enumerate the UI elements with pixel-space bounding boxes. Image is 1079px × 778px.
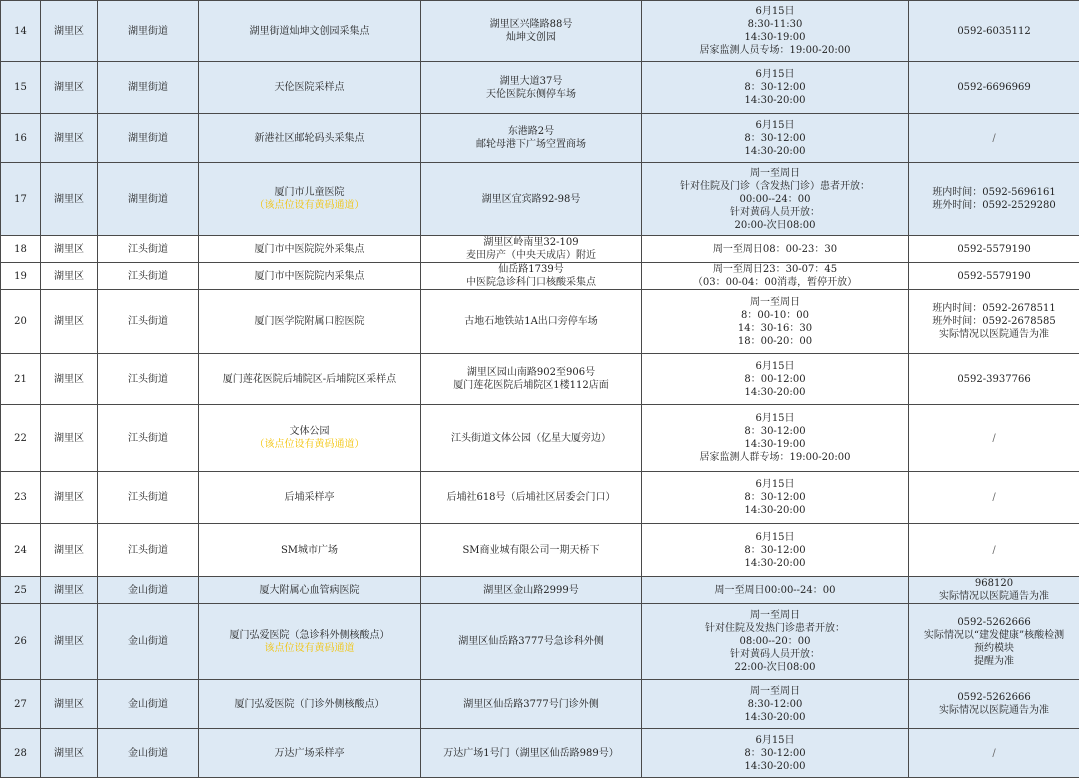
row-number-cell: 18: [1, 236, 41, 263]
cell-line: 湖里区宜宾路92-98号: [424, 193, 638, 206]
cell-line: 8:30-11:30: [645, 18, 905, 31]
cell-line: 针对黄码人员开放：: [645, 206, 905, 219]
cell-line: 14:30-20:00: [645, 557, 905, 570]
address-cell: [421, 680, 642, 729]
site-name-cell: [199, 577, 421, 604]
cell-line: /: [912, 491, 1076, 504]
street-cell: 金山街道: [98, 604, 199, 680]
cell-line: 8：00-10：00: [645, 309, 905, 322]
address-cell: [421, 1, 642, 62]
phone-cell: [909, 354, 1079, 405]
cell-line: 后埔采样亭: [202, 491, 417, 504]
cell-line: 厦大附属心血管病医院: [202, 584, 417, 597]
hours-cell: [642, 680, 909, 729]
address-cell: [421, 472, 642, 524]
cell-line: 968120: [912, 577, 1076, 590]
cell-line: （03：00-04：00消毒，暂停开放）: [645, 276, 905, 289]
hours-cell: [642, 524, 909, 577]
cell-line: 6月15日: [645, 360, 905, 373]
street-cell: 金山街道: [98, 577, 199, 604]
address-cell: [421, 163, 642, 236]
hours-cell: [642, 236, 909, 263]
cell-line: 天伦医院采样点: [202, 81, 417, 94]
cell-line: 8：30-12:00: [645, 132, 905, 145]
site-name-cell: [199, 680, 421, 729]
address-cell: [421, 114, 642, 163]
phone-cell: [909, 163, 1079, 236]
hours-cell: [642, 114, 909, 163]
phone-cell: [909, 1, 1079, 62]
cell-line: /: [912, 432, 1076, 445]
cell-line: 后埔社618号（后埔社区居委会门口）: [424, 491, 638, 504]
district-cell: 湖里区: [41, 577, 98, 604]
phone-cell: [909, 729, 1079, 778]
cell-line: 14:30-20:00: [645, 711, 905, 724]
cell-line: 万达广场1号门（湖里区仙岳路989号）: [424, 747, 638, 760]
cell-line: 班内时间：0592-5696161: [912, 186, 1076, 199]
street-cell: 江头街道: [98, 472, 199, 524]
district-cell: 湖里区: [41, 729, 98, 778]
site-name-cell: [199, 290, 421, 354]
street-cell: 江头街道: [98, 290, 199, 354]
table-row: [1, 236, 1079, 263]
hours-cell: [642, 577, 909, 604]
cell-line: 班外时间：0592-2529280: [912, 199, 1076, 212]
street-cell: 江头街道: [98, 354, 199, 405]
site-name-cell: [199, 1, 421, 62]
site-name-cell: [199, 62, 421, 114]
cell-line: /: [912, 132, 1076, 145]
cell-line: 厦门医学院附属口腔医院: [202, 315, 417, 328]
cell-line: 居家监测人群专场：19:00-20:00: [645, 451, 905, 464]
cell-line: 6月15日: [645, 412, 905, 425]
site-name-cell: [199, 163, 421, 236]
address-cell: [421, 604, 642, 680]
district-cell: 湖里区: [41, 236, 98, 263]
district-cell: 湖里区: [41, 354, 98, 405]
cell-line: 湖里区岭南里32-109: [424, 236, 638, 249]
cell-line: 周一至周日: [645, 167, 905, 180]
row-number-cell: 21: [1, 354, 41, 405]
street-cell: 金山街道: [98, 729, 199, 778]
site-name-cell: [199, 472, 421, 524]
address-cell: [421, 62, 642, 114]
street-cell: 金山街道: [98, 680, 199, 729]
site-name-cell: [199, 114, 421, 163]
hours-cell: [642, 263, 909, 290]
cell-line: 14:30-20:00: [645, 760, 905, 773]
cell-line: 周一至周日08：00-23：30: [645, 243, 905, 256]
street-cell: 湖里街道: [98, 163, 199, 236]
cell-line: 万达广场采样亭: [202, 747, 417, 760]
table-row: [1, 524, 1079, 577]
cell-line: 18：00-20：00: [645, 335, 905, 348]
cell-line: 针对住院及门诊（含发热门诊）患者开放：: [645, 180, 905, 193]
cell-line: 22:00-次日08:00: [645, 661, 905, 674]
table-row: [1, 1, 1079, 62]
row-number-cell: 20: [1, 290, 41, 354]
cell-line: 厦门市中医院院外采集点: [202, 243, 417, 256]
phone-cell: [909, 405, 1079, 472]
site-name-cell: [199, 604, 421, 680]
site-name-cell: [199, 263, 421, 290]
site-name-cell: [199, 405, 421, 472]
cell-line: 湖里大道37号: [424, 75, 638, 88]
cell-line: 14:30-20:00: [645, 386, 905, 399]
table-row: [1, 354, 1079, 405]
yellow-code-note: （该点位设有黄码通道）: [202, 438, 417, 451]
cell-line: 邮轮母港下广场空置商场: [424, 138, 638, 151]
row-number-cell: 22: [1, 405, 41, 472]
phone-cell: [909, 577, 1079, 604]
hours-cell: [642, 290, 909, 354]
cell-line: 湖里区金山路2999号: [424, 584, 638, 597]
cell-line: 14:30-19:00: [645, 438, 905, 451]
cell-line: 湖里街道灿坤文创园采集点: [202, 25, 417, 38]
cell-line: 实际情况以医院通告为准: [912, 328, 1076, 341]
cell-line: 古地石地铁站1A出口旁停车场: [424, 315, 638, 328]
cell-line: 0592-5579190: [912, 270, 1076, 283]
cell-line: 湖里区仙岳路3777号急诊科外侧: [424, 635, 638, 648]
hours-cell: [642, 405, 909, 472]
address-cell: [421, 577, 642, 604]
cell-line: 麦田房产（中央天成店）附近: [424, 249, 638, 262]
phone-cell: [909, 236, 1079, 263]
phone-cell: [909, 62, 1079, 114]
cell-line: /: [912, 544, 1076, 557]
district-cell: 湖里区: [41, 472, 98, 524]
street-cell: 湖里街道: [98, 62, 199, 114]
cell-line: 周一至周日00:00--24：00: [645, 584, 905, 597]
cell-line: 14:30-20:00: [645, 94, 905, 107]
address-cell: [421, 729, 642, 778]
cell-line: 6月15日: [645, 68, 905, 81]
table-row: [1, 62, 1079, 114]
cell-line: 中医院急诊科门口核酸采集点: [424, 276, 638, 289]
address-cell: [421, 405, 642, 472]
table-row: [1, 405, 1079, 472]
cell-line: 文体公园: [202, 425, 417, 438]
district-cell: 湖里区: [41, 1, 98, 62]
cell-line: 周一至周日: [645, 685, 905, 698]
row-number-cell: 24: [1, 524, 41, 577]
cell-line: 实际情况以“建发健康”核酸检测: [912, 629, 1076, 642]
row-number-cell: 16: [1, 114, 41, 163]
row-number-cell: 25: [1, 577, 41, 604]
cell-line: 8：30-12:00: [645, 425, 905, 438]
site-name-cell: [199, 729, 421, 778]
row-number-cell: 19: [1, 263, 41, 290]
site-name-cell: [199, 524, 421, 577]
table-row: [1, 290, 1079, 354]
hours-cell: [642, 472, 909, 524]
district-cell: 湖里区: [41, 524, 98, 577]
cell-line: 针对黄码人员开放：: [645, 648, 905, 661]
cell-line: 8：30-12:00: [645, 747, 905, 760]
district-cell: 湖里区: [41, 163, 98, 236]
cell-line: 周一至周日: [645, 296, 905, 309]
phone-cell: [909, 472, 1079, 524]
row-number-cell: 14: [1, 1, 41, 62]
address-cell: [421, 524, 642, 577]
cell-line: 8：30-12:00: [645, 544, 905, 557]
address-cell: [421, 354, 642, 405]
cell-line: 6月15日: [645, 734, 905, 747]
row-number-cell: 15: [1, 62, 41, 114]
cell-line: 居家监测人员专场：19:00-20:00: [645, 44, 905, 57]
table-row: [1, 680, 1079, 729]
district-cell: 湖里区: [41, 680, 98, 729]
cell-line: 厦门弘爱医院（门诊外侧核酸点）: [202, 698, 417, 711]
cell-line: 周一至周日23：30-07：45: [645, 263, 905, 276]
table-row: [1, 472, 1079, 524]
cell-line: /: [912, 747, 1076, 760]
hours-cell: [642, 354, 909, 405]
hours-cell: [642, 604, 909, 680]
cell-line: 0592-5579190: [912, 243, 1076, 256]
phone-cell: [909, 604, 1079, 680]
cell-line: SM城市广场: [202, 544, 417, 557]
cell-line: 实际情况以医院通告为准: [912, 590, 1076, 603]
cell-line: 0592-5262666: [912, 616, 1076, 629]
cell-line: 新港社区邮轮码头采集点: [202, 132, 417, 145]
street-cell: 江头街道: [98, 236, 199, 263]
row-number-cell: 17: [1, 163, 41, 236]
cell-line: 00:00--24：00: [645, 193, 905, 206]
hours-cell: [642, 729, 909, 778]
cell-line: 厦门莲花医院后埔院区-后埔院区采样点: [202, 373, 417, 386]
district-cell: 湖里区: [41, 263, 98, 290]
hours-cell: [642, 1, 909, 62]
phone-cell: [909, 114, 1079, 163]
phone-cell: [909, 263, 1079, 290]
table-row: [1, 577, 1079, 604]
district-cell: 湖里区: [41, 62, 98, 114]
address-cell: [421, 236, 642, 263]
table-row: [1, 604, 1079, 680]
cell-line: 8:30-12:00: [645, 698, 905, 711]
row-number-cell: 28: [1, 729, 41, 778]
cell-line: 厦门莲花医院后埔院区1楼112店面: [424, 379, 638, 392]
street-cell: 江头街道: [98, 405, 199, 472]
site-name-cell: [199, 236, 421, 263]
cell-line: 班内时间：0592-2678511: [912, 302, 1076, 315]
yellow-code-note: 该点位设有黄码通道: [202, 642, 417, 655]
street-cell: 江头街道: [98, 263, 199, 290]
cell-line: 提醒为准: [912, 655, 1076, 668]
cell-line: 预约模块: [912, 642, 1076, 655]
cell-line: 厦门市中医院院内采集点: [202, 270, 417, 283]
cell-line: 江头街道文体公园（亿星大厦旁边）: [424, 432, 638, 445]
table-row: [1, 729, 1079, 778]
street-cell: 湖里街道: [98, 114, 199, 163]
cell-line: 6月15日: [645, 119, 905, 132]
cell-line: 湖里区仙岳路3777号门诊外侧: [424, 698, 638, 711]
cell-line: 天伦医院东侧停车场: [424, 88, 638, 101]
cell-line: 厦门市儿童医院: [202, 186, 417, 199]
cell-line: 14:30-20:00: [645, 145, 905, 158]
district-cell: 湖里区: [41, 604, 98, 680]
cell-line: 08:00--20：00: [645, 635, 905, 648]
cell-line: 灿坤文创园: [424, 31, 638, 44]
cell-line: 14:30-20:00: [645, 504, 905, 517]
cell-line: 0592-3937766: [912, 373, 1076, 386]
district-cell: 湖里区: [41, 290, 98, 354]
row-number-cell: 27: [1, 680, 41, 729]
phone-cell: [909, 290, 1079, 354]
street-cell: 江头街道: [98, 524, 199, 577]
cell-line: 湖里区兴隆路88号: [424, 18, 638, 31]
table-body: [1, 1, 1079, 778]
address-cell: [421, 263, 642, 290]
cell-line: 厦门弘爱医院（急诊科外侧核酸点）: [202, 629, 417, 642]
cell-line: 湖里区园山南路902至906号: [424, 366, 638, 379]
cell-line: 8：30-12:00: [645, 491, 905, 504]
cell-line: 东港路2号: [424, 125, 638, 138]
cell-line: 针对住院及发热门诊患者开放：: [645, 622, 905, 635]
street-cell: 湖里街道: [98, 1, 199, 62]
cell-line: 6月15日: [645, 478, 905, 491]
cell-line: 实际情况以医院通告为准: [912, 704, 1076, 717]
district-cell: 湖里区: [41, 114, 98, 163]
cell-line: 6月15日: [645, 5, 905, 18]
phone-cell: [909, 680, 1079, 729]
cell-line: 0592-6035112: [912, 25, 1076, 38]
cell-line: 14:30-19:00: [645, 31, 905, 44]
site-name-cell: [199, 354, 421, 405]
cell-line: 0592-5262666: [912, 691, 1076, 704]
cell-line: 班外时间：0592-2678585: [912, 315, 1076, 328]
table-row: [1, 114, 1079, 163]
row-number-cell: 26: [1, 604, 41, 680]
yellow-code-note: （该点位设有黄码通道）: [202, 199, 417, 212]
table-row: [1, 263, 1079, 290]
cell-line: 6月15日: [645, 531, 905, 544]
row-number-cell: 23: [1, 472, 41, 524]
cell-line: SM商业城有限公司一期天桥下: [424, 544, 638, 557]
phone-cell: [909, 524, 1079, 577]
cell-line: 周一至周日: [645, 609, 905, 622]
cell-line: 8：00-12:00: [645, 373, 905, 386]
cell-line: 0592-6696969: [912, 81, 1076, 94]
cell-line: 8：30-12:00: [645, 81, 905, 94]
hours-cell: [642, 163, 909, 236]
hours-cell: [642, 62, 909, 114]
cell-line: 14：30-16：30: [645, 322, 905, 335]
cell-line: 20:00-次日08:00: [645, 219, 905, 232]
table-row: [1, 163, 1079, 236]
address-cell: [421, 290, 642, 354]
district-cell: 湖里区: [41, 405, 98, 472]
cell-line: 仙岳路1739号: [424, 263, 638, 276]
